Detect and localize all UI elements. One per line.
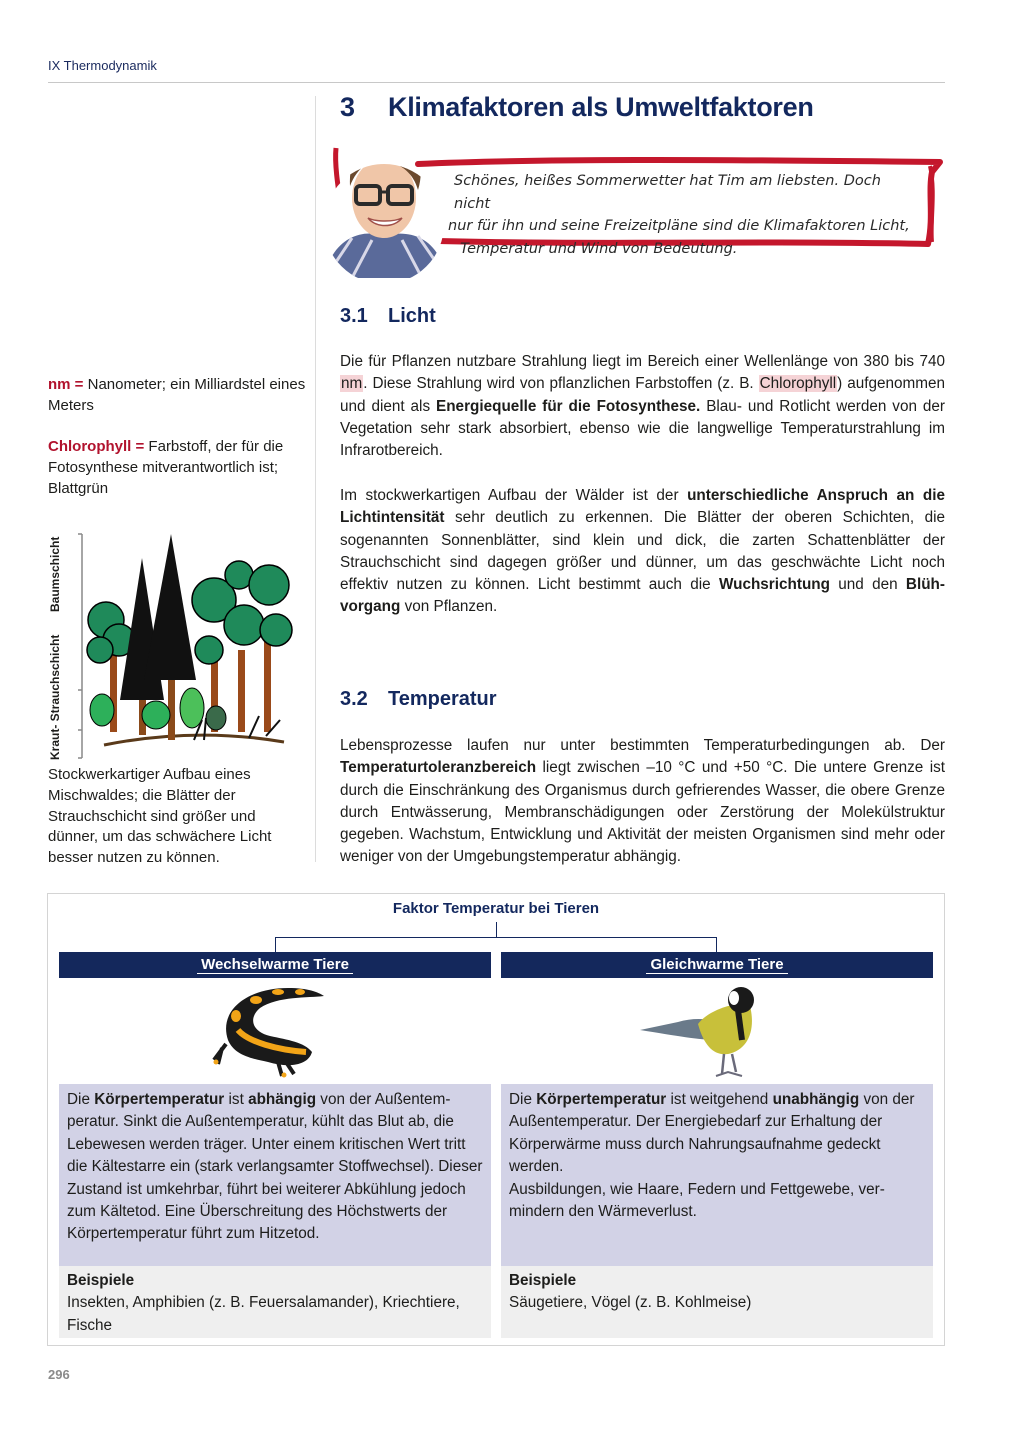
infobox-title: Faktor Temperatur bei Tieren: [392, 900, 600, 917]
examples-gleichwarm: [501, 1266, 933, 1338]
tree-connector: [275, 937, 717, 938]
running-head: IX Thermodynamik: [48, 58, 157, 73]
tree-connector: [496, 922, 497, 938]
forest-layers-illustration: [44, 530, 294, 762]
section-title: Licht: [388, 305, 436, 327]
chapter-title: [340, 92, 814, 123]
tree-connector: [275, 937, 276, 952]
examples-label: Beispiele: [509, 1272, 577, 1289]
section-number: 3.2: [340, 688, 368, 710]
examples-wechselwarm: [59, 1266, 491, 1338]
forest-caption: Stockwerkartiger Aufbau eines Mischwaldes; die Blätter der Strauchschicht sind größer und dünner, um das schwächere Licht besser nutzen zu können.: [48, 766, 272, 867]
examples-label: Beispiele: [67, 1272, 135, 1289]
quote-line-2: nur für ihn und seine Freizeitpläne sind die Klimafaktoren Licht,: [448, 218, 910, 234]
tree-connector: [716, 937, 717, 952]
avatar-tim: [322, 128, 446, 284]
chapter-title-text: Klimafaktoren als Umweltfaktoren: [388, 92, 814, 122]
section-heading-licht: [340, 305, 436, 328]
intro-quote: [448, 170, 918, 260]
examples-text: Insekten, Amphibien (z. B. Feuersalamander), Kriechtiere, Fische: [67, 1294, 460, 1334]
great-tit-image: [638, 980, 768, 1085]
column-divider: [315, 96, 316, 862]
glossary-entry-chlorophyll: Chlorophyll = Farbstoff, der für die Fotosynthese mitverantwortlich ist; Blattgrün: [48, 438, 284, 497]
page-number: 296: [48, 1367, 70, 1382]
header-divider: [48, 82, 945, 83]
temperature-animals-infobox: [47, 893, 945, 1346]
column-header-wechselwarm: Wechselwarme Tiere: [59, 952, 491, 978]
licht-paragraph-2: Im stockwerkartigen Aufbau der Wälder ist der unterschiedliche Anspruch an die Lichtintensität sehr deutlich zu erkennen. Die Blätter der oberen Schichten, die sogenannten Sonnenblätter, sind klein und dick, die zarten Schattenblätter der Strauchschicht sind dagegen größer und dünner, um das geschwächte Licht noch effektiv nutzen zu können. Licht bestimmt auch die Wuchsrichtung und den Blühvorgang von Pflanzen.: [340, 487, 945, 616]
section-title: Temperatur: [388, 688, 497, 710]
glossary-link-nm[interactable]: nm: [341, 375, 363, 393]
section-heading-temperatur: [340, 688, 497, 711]
forest-icon: [44, 530, 294, 762]
fire-salamander-image: [208, 980, 328, 1085]
examples-text: Säugetiere, Vögel (z. B. Kohlmeise): [509, 1294, 752, 1312]
licht-paragraph-1: Die für Pflanzen nutzbare Strahlung liegt im Bereich einer Wellenlänge von 380 bis 740 nm. Diese Strahlung wird von pflanzlichen Farbstoffen (z. B. Chlorophyll) aufgenommen und dient als Energiequelle für die Fotosynthese. Blau- und Rotlicht werden von der Vegetation sehr stark absorbiert, ebenso wie die langwellige Temperaturstrahlung im Infrarotbereich.: [340, 353, 945, 460]
column-header-gleichwarm: Gleichwarme Tiere: [501, 952, 933, 978]
description-gleichwarm: Die Körpertemperatur ist weitgehend unabhängig von der Außentemperatur. Der Energiebedarf zur Erhaltung der Körperwärme muss durch Nahrungsaufnahme gedeckt werden. Ausbildungen, wie Haare, Federn und Fettgewebe, vermindern den Wärmeverlust.: [501, 1084, 933, 1266]
glossary-entry-nm: nm = Nanometer; ein Milliardstel eines Meters: [48, 376, 306, 414]
layer-label-strauchschicht: Kraut- Strauchschicht: [48, 634, 62, 760]
layer-label-baumschicht: Baumschicht: [48, 536, 62, 612]
bird-icon: [638, 980, 768, 1080]
section-number: 3.1: [340, 305, 368, 327]
description-wechselwarm: Die Körpertemperatur ist abhängig von der Außentemperatur. Sinkt die Außentemperatur, kühlt das Blut ab, die Lebewesen werden träger. Unter einem kritischen Wert tritt die Kältestarre ein (stark verlangsamter Stoffwechsel). Dieser Zustand ist umkehrbar, führt bei weiterer Abkühlung jedoch zum Kältetod. Eine Überschreitung des Höchstwerts der Körpertemperatur führt zum Hitzetod.: [59, 1084, 491, 1266]
quote-line-3: Temperatur und Wind von Bedeutung.: [460, 240, 738, 257]
quote-line-1: Schönes, heißes Sommerwetter hat Tim am liebsten. Doch nicht: [454, 173, 881, 212]
temperatur-paragraph-1: Lebensprozesse laufen nur unter bestimmten Temperaturbedingungen ab. Der Temperaturtoleranzbereich liegt zwischen –10 °C und +50 °C. Die untere Grenze ist durch die Einschränkung des Organismus durch gefrierendes Wasser, die obere Grenze durch Entwässerung, Membranschädigungen oder Zerstörung der Molekülstruktur gegeben. Wachstum, Entwicklung und Aktivität der meisten Organismen sind mehr oder weniger von der Umgebungstemperatur abhängig.: [340, 737, 945, 866]
glossary-link-chlorophyll[interactable]: Chlorophyll: [759, 375, 837, 393]
chapter-number: 3: [340, 92, 355, 122]
salamander-icon: [208, 980, 328, 1080]
